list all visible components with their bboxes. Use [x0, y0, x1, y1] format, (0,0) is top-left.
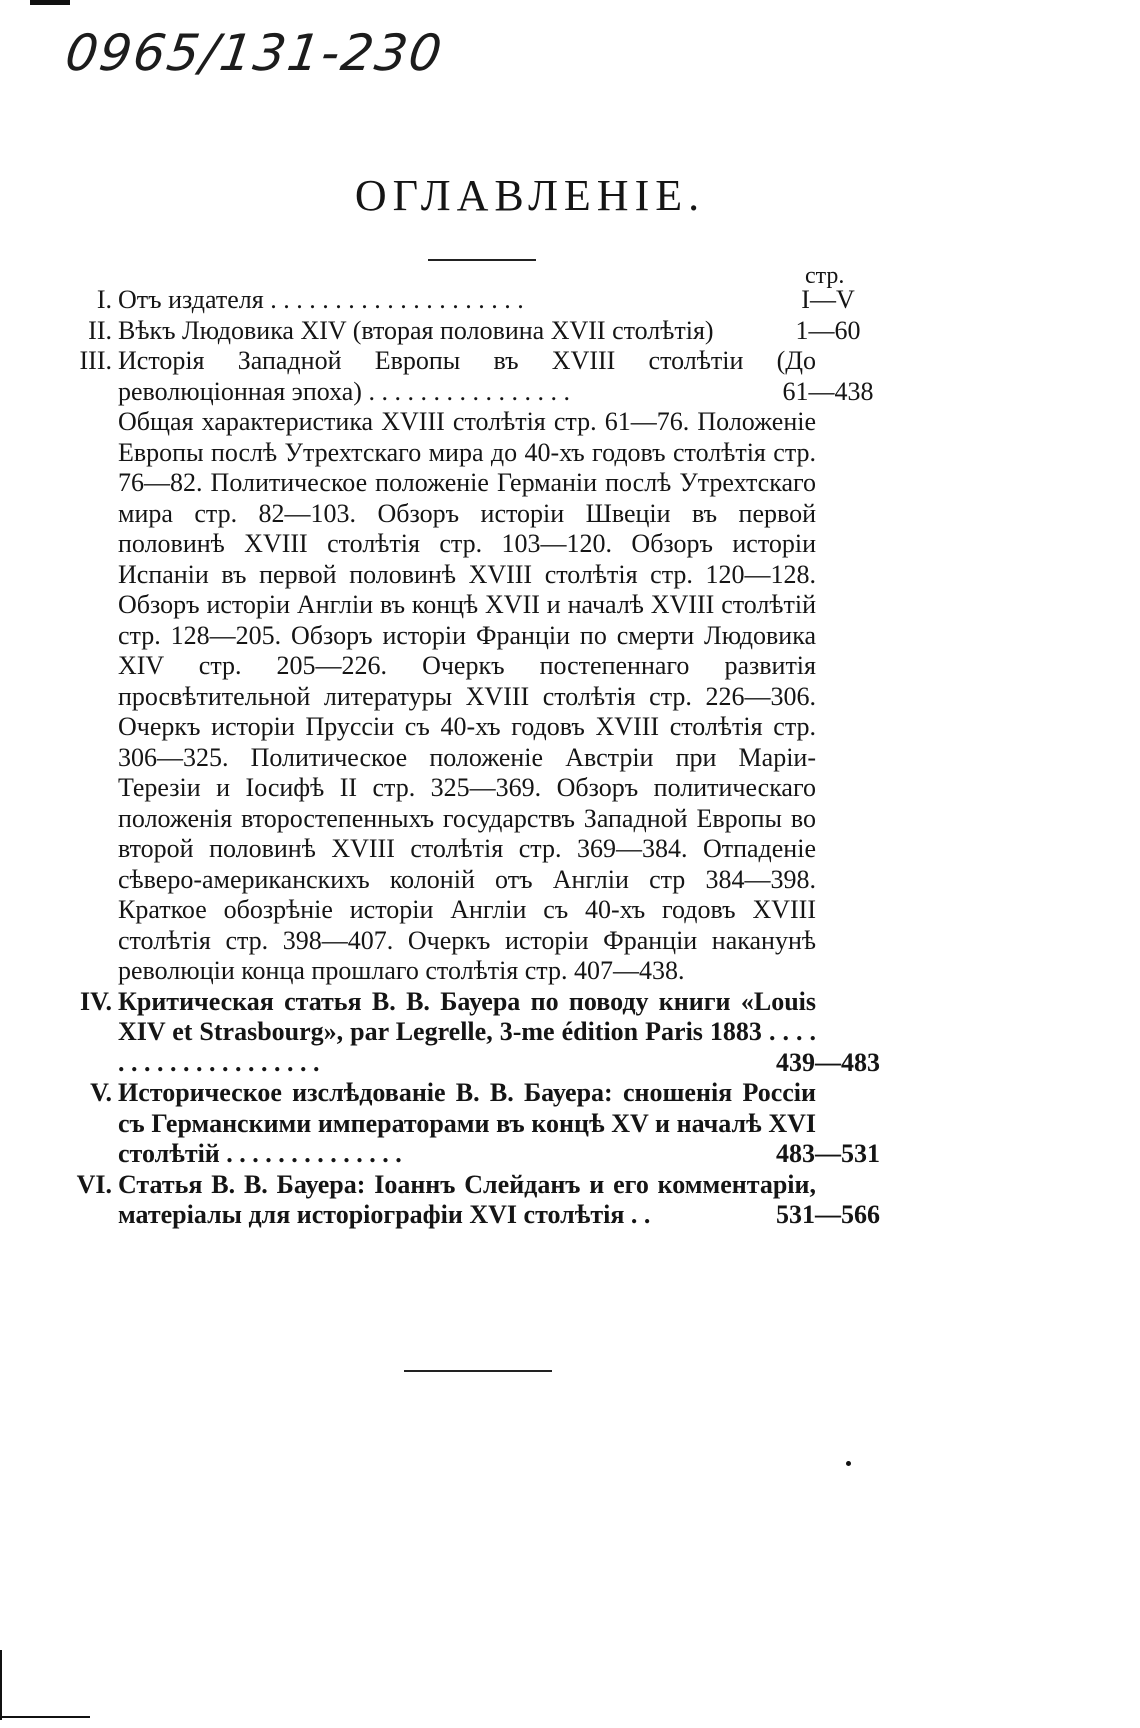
title-rule: [428, 259, 536, 261]
toc-entry: [60, 1170, 890, 1231]
toc-entry: [60, 316, 890, 347]
entry-title: Статья В. В. Бауера: Іоаннъ Слейданъ и его комментаріи, матеріалы для исторіографіи XVI столѣтія . .: [118, 1169, 816, 1229]
handwritten-shelfmark: 0965/131-230: [61, 24, 448, 82]
entry-pages: 1—60: [795, 315, 861, 345]
entry-pages: I—V: [801, 285, 855, 314]
toc-entry: [60, 1078, 890, 1170]
entry-pages: 439—483: [776, 1047, 880, 1077]
entry-number: V.: [90, 1078, 112, 1107]
scan-mark: [30, 0, 70, 5]
entry-number: IV.: [79, 986, 112, 1016]
entry-number: III.: [79, 346, 112, 375]
entry-title: Историческое изслѣдованіе В. В. Бауера: сношенія Россіи съ Германскими императорами въ концѣ XV и началѣ XVI столѣтій . . . . . . . . . . . . . .: [118, 1078, 816, 1168]
toc-entry: [60, 987, 890, 1079]
pages-column-header: стр.: [805, 263, 845, 289]
scan-edge-mark: [0, 1650, 2, 1720]
entry-pages: 61—438: [782, 376, 874, 406]
entry-title: Отъ издателя . . . . . . . . . . . . . . . . . . . .: [118, 285, 524, 314]
toc-entry: [60, 346, 890, 407]
table-of-contents: [60, 285, 890, 1231]
ink-speck: [846, 1461, 851, 1466]
closing-rule: [404, 1370, 552, 1372]
entry-number: II.: [88, 315, 112, 345]
section-contents: Общая характеристика XVIII столѣтія стр. 61—76. Положеніе Европы послѣ Утрехтскаго мира до 40-хъ годовъ столѣтія стр. 76—82. Политическое положеніе Германіи послѣ Утрехтскаго мира стр. 82—103. Обзоръ исторіи Швеціи въ первой половинѣ XVIII столѣтія стр. 103—120. Обзоръ исторіи Испаніи въ первой половинѣ XVIII столѣтія стр. 120—128. Обзоръ исторіи Англіи въ концѣ XVII и началѣ XVIII столѣтій стр. 128—205. Обзоръ исторіи Франціи по смерти Людовика XIV стр. 205—226. Очеркъ постепеннаго развитія просвѣтительной литературы XVIII столѣтія стр. 226—306. Очеркъ исторіи Пруссіи съ 40-хъ годовъ XVIII столѣтія стр. 306—325. Политическое положеніе Австріи при Маріи-Терезіи и Іосифѣ II стр. 325—369. Обзоръ политическаго положенія второстепенныхъ государствъ Западной Европы во второй половинѣ XVIII столѣтія стр. 369—384. Отпаденіе сѣверо-американскихъ колоній отъ Англіи стр 384—398. Краткое обозрѣніе исторіи Англіи съ 40-хъ годовъ XVIII столѣтія стр. 398—407. Очеркъ исторіи Франціи наканунѣ революціи конца прошлаго столѣтія стр. 407—438.: [118, 407, 816, 985]
entry-pages: 531—566: [776, 1200, 880, 1229]
scan-edge-mark: [0, 1716, 90, 1718]
entry-number: VI.: [76, 1169, 112, 1199]
entry-pages: 483—531: [776, 1139, 880, 1168]
entry-number: I.: [96, 285, 112, 314]
toc-entry: [60, 285, 890, 316]
entry-title: Критическая статья В. В. Бауера по поводу книги «Louis XIV et Strasbourg», par Legrelle, 3-me édition Paris 1883 . . . . . . . . . . . . . . . . . . . .: [118, 986, 816, 1077]
entry-title: Вѣкъ Людовика XIV (вторая половина XVII столѣтія): [118, 315, 714, 345]
entry-title: Исторія Западной Европы въ XVIII столѣтіи (До революціонная эпоха) . . . . . . . . . . . . . . . .: [118, 346, 816, 406]
page-title: ОГЛАВЛЕНІЕ.: [354, 171, 706, 220]
